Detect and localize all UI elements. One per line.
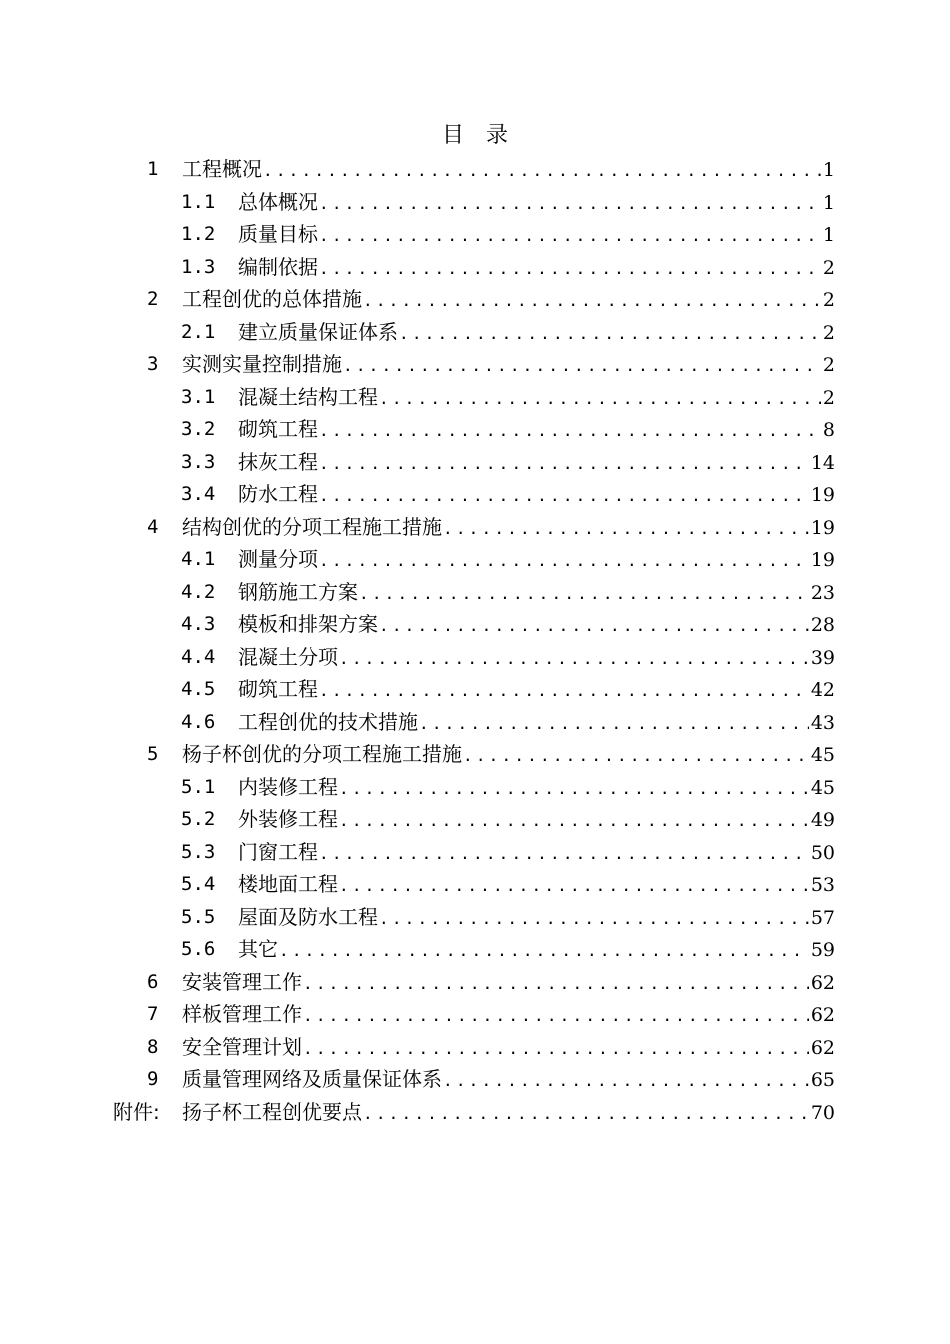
toc-entry-number: 5.5 (181, 905, 216, 928)
toc-title-part2: 录 (486, 123, 509, 148)
toc-dot-leader (338, 805, 809, 837)
toc-entry[interactable] (0, 186, 950, 219)
toc-entry-leader-line (182, 1031, 835, 1065)
toc-entry-label: 屋面及防水工程 (238, 904, 378, 929)
toc-dot-leader (302, 968, 809, 1000)
toc-dot-leader (362, 285, 821, 317)
toc-entry-leader-line (238, 543, 835, 577)
toc-entry-number: 5.4 (181, 873, 216, 895)
toc-entry-page-number: 2 (822, 289, 835, 311)
toc-title-part1: 目 (441, 123, 464, 148)
toc-entry-page-number: 70 (810, 1101, 835, 1124)
toc-title (0, 120, 950, 152)
toc-entry-page-number: 2 (822, 386, 835, 409)
toc-entry[interactable] (0, 348, 950, 381)
toc-entry-number: 3.2 (181, 418, 216, 440)
toc-entry-number: 4.2 (181, 580, 216, 603)
toc-entry-page-number: 53 (810, 874, 835, 896)
toc-dot-leader (442, 513, 809, 545)
toc-entry-page-number: 49 (810, 809, 835, 831)
toc-entry-leader-line (238, 186, 835, 220)
toc-entry[interactable] (0, 576, 950, 609)
toc-entry[interactable] (0, 966, 950, 999)
toc-entry-leader-line (182, 348, 835, 382)
toc-entry-page-number: 2 (822, 354, 835, 376)
toc-dot-leader (318, 838, 809, 870)
toc-entry-number: 附件: (113, 1099, 160, 1124)
toc-entry-label: 扬子杯工程创优要点 (182, 1099, 362, 1124)
toc-entry-page-number: 42 (810, 679, 835, 701)
toc-dot-leader (442, 1065, 809, 1097)
toc-entry-label: 其它 (238, 937, 278, 961)
toc-entry-leader-line (182, 511, 835, 545)
toc-entry-page-number: 19 (810, 549, 835, 571)
toc-entry[interactable] (0, 381, 950, 414)
toc-entry[interactable] (0, 446, 950, 479)
toc-dot-leader (362, 1098, 809, 1130)
toc-entry-leader-line (238, 576, 835, 610)
toc-entry-leader-line (238, 933, 835, 967)
toc-entry-label: 建立质量保证体系 (238, 319, 398, 344)
toc-entry-leader-line (238, 316, 835, 350)
toc-dot-leader (318, 415, 821, 447)
toc-dot-leader (338, 870, 809, 902)
toc-entry-label: 砌筑工程 (238, 417, 318, 441)
toc-entry-label: 工程创优的技术措施 (238, 709, 418, 734)
toc-entry-page-number: 1 (822, 191, 835, 214)
toc-entry[interactable] (0, 608, 950, 641)
toc-entry-page-number: 65 (810, 1069, 835, 1091)
toc-entry[interactable] (0, 836, 950, 869)
toc-entry-page-number: 2 (822, 321, 835, 344)
toc-dot-leader (318, 545, 809, 577)
toc-dot-leader (318, 675, 809, 707)
toc-entry-label: 工程概况 (182, 157, 262, 181)
toc-dot-leader (318, 188, 821, 220)
toc-dot-leader (302, 1000, 809, 1032)
toc-entry-number: 3.4 (181, 483, 216, 505)
toc-entry-page-number: 62 (810, 971, 835, 994)
toc-entry-leader-line (238, 706, 835, 740)
toc-entry-label: 砌筑工程 (238, 677, 318, 701)
toc-entry-number: 4.3 (181, 613, 216, 635)
toc-entry-page-number: 43 (810, 711, 835, 734)
toc-entry-leader-line (238, 901, 835, 935)
toc-entry-number: 4.1 (181, 548, 216, 570)
toc-entry-leader-line (238, 446, 835, 480)
toc-entry-leader-line (238, 608, 835, 642)
toc-entry[interactable] (0, 803, 950, 836)
toc-dot-leader (302, 1033, 809, 1065)
toc-entry-page-number: 23 (810, 581, 835, 604)
toc-entry[interactable] (0, 1031, 950, 1064)
toc-entry-leader-line (238, 803, 835, 837)
toc-entry-number: 2.1 (181, 320, 216, 343)
toc-entry-label: 内装修工程 (238, 774, 338, 799)
toc-entry-number: 3 (147, 353, 159, 375)
toc-entry-leader-line (182, 738, 835, 772)
toc-dot-leader (418, 708, 809, 740)
toc-dot-leader (358, 578, 809, 610)
toc-entry-leader-line (238, 868, 835, 902)
toc-entry[interactable] (0, 413, 950, 446)
toc-entry-number: 5 (147, 743, 159, 765)
toc-entry[interactable] (0, 251, 950, 284)
toc-entry-leader-line (238, 836, 835, 870)
toc-entry-label: 样板管理工作 (182, 1002, 302, 1026)
toc-entry-leader-line (238, 218, 835, 252)
toc-entry-page-number: 59 (810, 939, 835, 961)
toc-entry-page-number: 19 (810, 484, 835, 506)
toc-entry-leader-line (238, 413, 835, 447)
toc-entry-label: 结构创优的分项工程施工措施 (182, 514, 442, 539)
toc-entry-number: 5.2 (181, 808, 216, 830)
toc-entry-leader-line (182, 283, 835, 317)
toc-entry-number: 1.1 (181, 190, 216, 213)
toc-entry-label: 安装管理工作 (182, 969, 302, 994)
toc-entry-number: 8 (147, 1035, 159, 1058)
toc-entry[interactable] (0, 218, 950, 251)
toc-entry-label: 钢筋施工方案 (238, 579, 358, 604)
toc-entry[interactable] (0, 868, 950, 901)
toc-entry-number: 4.4 (181, 645, 216, 668)
toc-entry-label: 模板和排架方案 (238, 612, 378, 636)
toc-entry[interactable] (0, 641, 950, 674)
toc-entry-number: 1.3 (181, 255, 216, 278)
toc-entry-page-number: 14 (810, 451, 835, 474)
toc-dot-leader (378, 383, 821, 415)
toc-entry-label: 质量目标 (238, 222, 318, 246)
toc-entry-page-number: 1 (822, 224, 835, 246)
toc-entry[interactable] (0, 283, 950, 316)
toc-entry[interactable] (0, 933, 950, 966)
toc-entry-label: 工程创优的总体措施 (182, 287, 362, 311)
toc-entry-page-number: 50 (810, 841, 835, 864)
toc-entry-leader-line (238, 381, 835, 415)
toc-entry[interactable] (0, 901, 950, 934)
toc-entry-number: 1 (147, 158, 159, 180)
toc-dot-leader (278, 935, 809, 967)
toc-entry-number: 5.1 (181, 775, 216, 798)
toc-entry-label: 测量分项 (238, 547, 318, 571)
toc-list (0, 153, 950, 1128)
toc-entry-leader-line (238, 251, 835, 285)
toc-entry-number: 5.3 (181, 840, 216, 863)
toc-entry-label: 质量管理网络及质量保证体系 (182, 1067, 442, 1091)
toc-entry-page-number: 45 (810, 776, 835, 799)
toc-dot-leader (378, 610, 809, 642)
toc-entry[interactable] (0, 511, 950, 544)
toc-entry-page-number: 8 (822, 419, 835, 441)
toc-entry[interactable] (0, 478, 950, 511)
toc-dot-leader (338, 773, 809, 805)
toc-entry-label: 外装修工程 (238, 807, 338, 831)
toc-entry-leader-line (182, 966, 835, 1000)
toc-dot-leader (318, 220, 821, 252)
toc-entry-page-number: 62 (810, 1036, 835, 1059)
toc-entry-number: 4 (147, 515, 159, 538)
toc-dot-leader (342, 350, 821, 382)
toc-entry-leader-line (238, 771, 835, 805)
toc-entry-leader-line (182, 153, 835, 187)
toc-entry-label: 楼地面工程 (238, 872, 338, 896)
toc-entry[interactable] (0, 153, 950, 186)
toc-entry[interactable] (0, 706, 950, 739)
toc-entry[interactable] (0, 1063, 950, 1096)
toc-entry-number: 5.6 (181, 938, 216, 960)
toc-entry-label: 安全管理计划 (182, 1034, 302, 1059)
toc-entry-leader-line (238, 478, 835, 512)
toc-entry-number: 3.3 (181, 450, 216, 473)
toc-entry-number: 2 (147, 288, 159, 310)
toc-dot-leader (462, 740, 809, 772)
toc-entry-page-number: 1 (822, 159, 835, 181)
toc-entry-page-number: 2 (822, 256, 835, 279)
toc-entry-label: 编制依据 (238, 254, 318, 279)
toc-dot-leader (318, 253, 821, 285)
toc-entry-label: 防水工程 (238, 482, 318, 506)
toc-entry-label: 总体概况 (238, 189, 318, 214)
toc-dot-leader (378, 903, 809, 935)
toc-entry-page-number: 39 (810, 646, 835, 669)
toc-entry[interactable] (0, 738, 950, 771)
toc-entry-label: 混凝土结构工程 (238, 384, 378, 409)
toc-entry-number: 4.5 (181, 678, 216, 700)
toc-entry-label: 门窗工程 (238, 839, 318, 864)
toc-entry-page-number: 28 (810, 614, 835, 636)
toc-entry-number: 6 (147, 970, 159, 993)
toc-entry-leader-line (238, 641, 835, 675)
toc-entry-page-number: 57 (810, 906, 835, 929)
toc-entry-number: 3.1 (181, 385, 216, 408)
toc-entry[interactable] (0, 543, 950, 576)
toc-entry-page-number: 19 (810, 516, 835, 539)
toc-entry-label: 实测实量控制措施 (182, 352, 342, 376)
toc-dot-leader (262, 155, 821, 187)
toc-dot-leader (398, 318, 821, 350)
toc-entry[interactable] (0, 771, 950, 804)
toc-entry[interactable] (0, 998, 950, 1031)
toc-entry-leader-line (238, 673, 835, 707)
toc-entry-leader-line (182, 1096, 835, 1130)
toc-entry-number: 4.6 (181, 710, 216, 733)
toc-entry-appendix[interactable] (0, 1096, 950, 1129)
toc-entry-label: 杨子杯创优的分项工程施工措施 (182, 742, 462, 766)
toc-dot-leader (318, 480, 809, 512)
toc-dot-leader (318, 448, 809, 480)
toc-entry[interactable] (0, 673, 950, 706)
toc-entry-page-number: 62 (810, 1004, 835, 1026)
toc-entry-number: 1.2 (181, 223, 216, 245)
toc-entry-page-number: 45 (810, 744, 835, 766)
toc-entry-label: 抹灰工程 (238, 449, 318, 474)
toc-entry-leader-line (182, 1063, 835, 1097)
toc-entry[interactable] (0, 316, 950, 349)
toc-entry-number: 7 (147, 1003, 159, 1025)
toc-dot-leader (338, 643, 809, 675)
toc-entry-leader-line (182, 998, 835, 1032)
toc-entry-number: 9 (147, 1068, 159, 1090)
toc-entry-label: 混凝土分项 (238, 644, 338, 669)
